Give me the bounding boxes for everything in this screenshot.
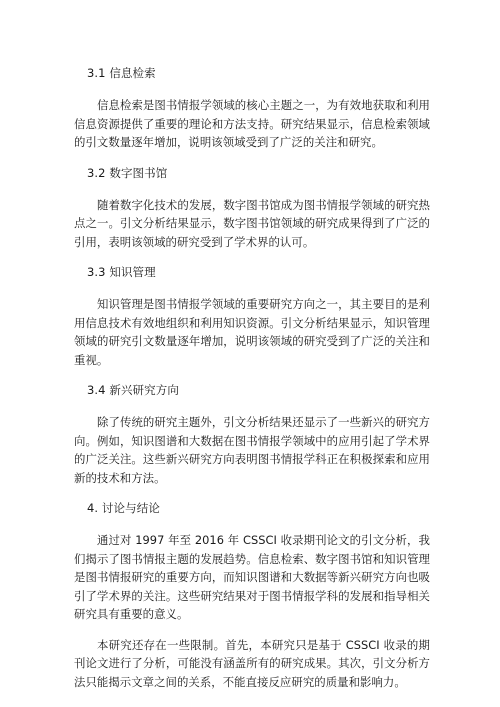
section-paragraph-4: 通过对 1997 年至 2016 年 CSSCI 收录期刊论文的引文分析，我们揭示了图书情报主题的发展趋势。信息检索、数字图书馆和知识管理是图书情报研究的重要方向，而知识图谱和大数据等新兴研究方向也吸引了学术界的关注。这些研究结果对于图书情报学科的发展和指导相关研究具有重要的意义。 [74,533,430,621]
section-heading-3-4: 3.4 新兴研究方向 [87,383,179,397]
section-paragraph-3-1: 信息检索是图书情报学领域的核心主题之一，为有效地获取和利用信息资源提供了重要的理论和方法支持。研究结果显示，信息检索领域的引文数量逐年增加，说明该领域受到了广泛的关注和研究。 [74,98,430,149]
closing-paragraph: 本研究还存在一些限制。首先，本研究只是基于 CSSCI 收录的期刊论文进行了分析，可能没有涵盖所有的研究成果。其次，引文分析方法只能揭示文章之间的关系，不能直接反应研究的质量和影响力。 [74,637,430,689]
section-heading-4: 4. 讨论与结论 [87,501,160,515]
section-paragraph-3-3: 知识管理是图书情报学领域的重要研究方向之一，其主要目的是利用信息技术有效地组织和利用知识资源。引文分析结果显示，知识管理领域的研究引文数量逐年增加，说明该领域的研究受到了广泛的关注和重视。 [74,297,430,367]
section-paragraph-3-4: 除了传统的研究主题外，引文分析结果还显示了一些新兴的研究方向。例如，知识图谱和大数据在图书情报学领域中的应用引起了学术界的广泛关注。这些新兴研究方向表明图书情报学科正在积极探索和应用新的技术和方法。 [74,415,430,485]
section-heading-3-2: 3.2 数字图书馆 [87,165,168,180]
section-heading-3-1: 3.1 信息检索 [87,66,156,80]
document-body [74,64,430,703]
section-heading-3-3: 3.3 知识管理 [87,265,156,279]
section-paragraph-3-2: 随着数字化技术的发展，数字图书馆成为图书情报学领域的研究热点之一。引文分析结果显示，数字图书馆领域的研究成果得到了广泛的引用，表明该领域的研究受到了学术界的认可。 [74,197,430,249]
